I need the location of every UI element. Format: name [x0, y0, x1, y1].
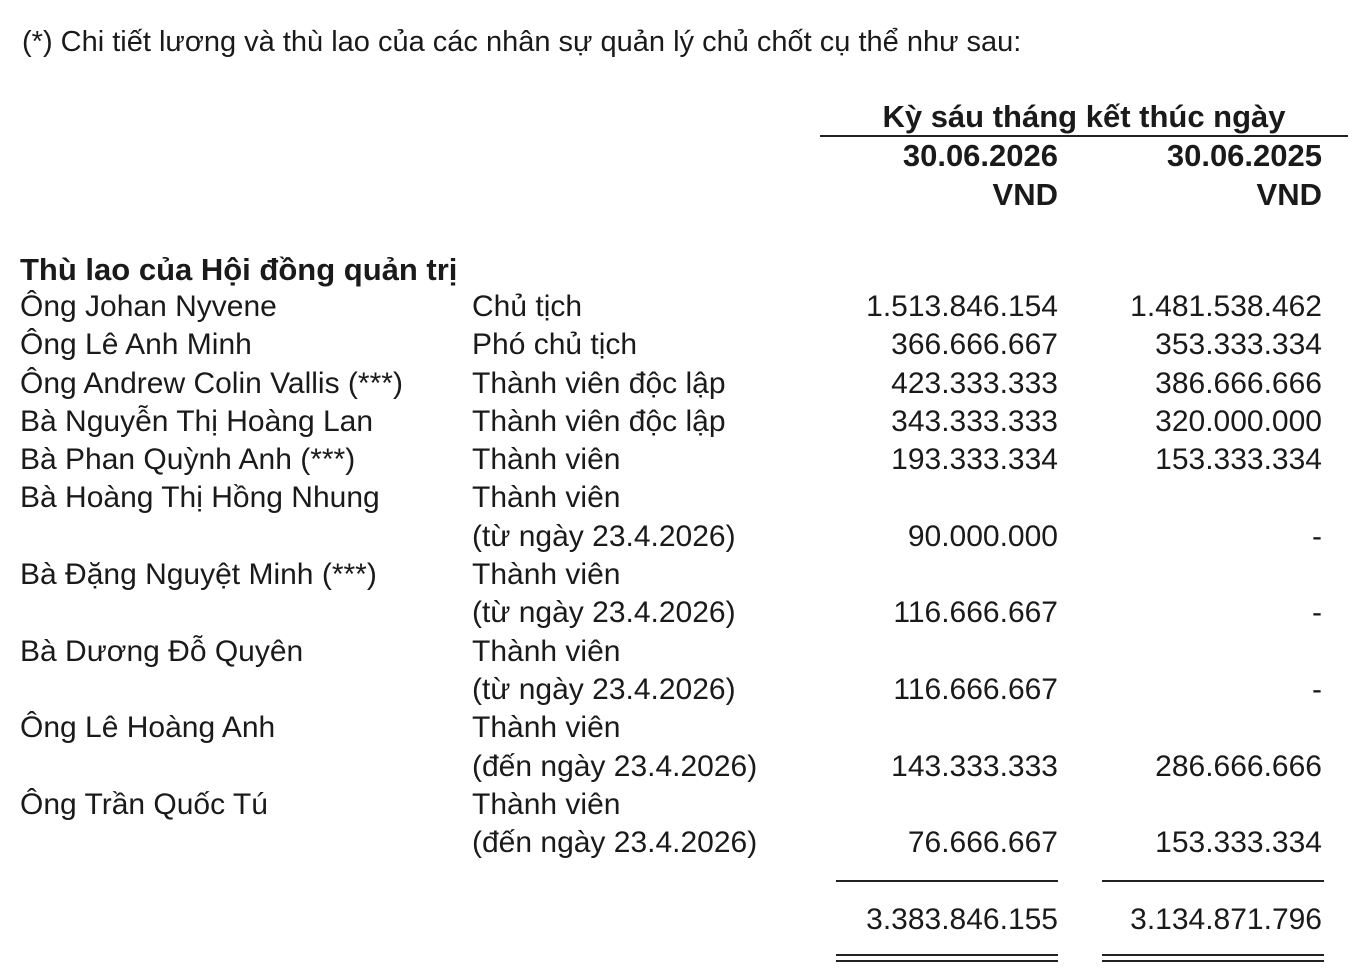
intro-text: (*) Chi tiết lương và thù lao của các nhân sự quản lý chủ chốt cụ thể như sau: — [22, 26, 1022, 58]
amount-2026: 116.666.667 — [893, 596, 1058, 630]
role-title: Thành viên — [472, 634, 621, 668]
role-title: Phó chủ tịch — [472, 328, 638, 362]
role-title: Thành viên độc lập — [472, 366, 726, 400]
member-role — [472, 479, 736, 556]
member-role — [472, 709, 757, 786]
table-row — [0, 633, 1356, 710]
table-row — [0, 709, 1356, 786]
column-currency-2025: VND — [1256, 177, 1322, 212]
member-name: Ông Andrew Colin Vallis (***) — [20, 366, 403, 400]
member-role — [472, 365, 726, 403]
member-name: Ông Lê Anh Minh — [20, 328, 252, 362]
total-double-rule-2025 — [1102, 954, 1324, 962]
amount-2025: 286.666.666 — [1155, 749, 1322, 783]
table-row — [0, 365, 1356, 403]
table-row — [0, 556, 1356, 633]
column-date-2026: 30.06.2026 — [902, 138, 1058, 173]
member-role — [472, 288, 582, 326]
role-term: (từ ngày 23.4.2026) — [472, 519, 736, 553]
table-row — [0, 479, 1356, 556]
column-currency-2026: VND — [992, 177, 1058, 212]
role-title: Thành viên độc lập — [472, 404, 726, 438]
member-role — [472, 633, 736, 710]
member-role — [472, 441, 620, 479]
role-title: Chủ tịch — [472, 290, 583, 323]
role-term: (đến ngày 23.4.2026) — [472, 749, 758, 783]
member-name: Bà Phan Quỳnh Anh (***) — [20, 443, 356, 477]
member-role — [472, 786, 757, 863]
section-title: Thù lao của Hội đồng quản trị — [20, 252, 458, 287]
role-title: Thành viên — [472, 787, 621, 821]
member-name: Ông Trần Quốc Tú — [20, 787, 268, 821]
total-double-rule-2026 — [836, 954, 1058, 962]
member-role — [472, 326, 637, 364]
subtotal-rule-2026 — [836, 880, 1058, 882]
member-name: Bà Dương Đỗ Quyên — [20, 634, 304, 668]
member-role — [472, 556, 736, 633]
amount-2026: 1.513.846.154 — [866, 290, 1058, 323]
role-title: Thành viên — [472, 443, 621, 477]
amount-2025: - — [1312, 596, 1322, 630]
amount-2025: 320.000.000 — [1155, 404, 1322, 438]
role-title: Thành viên — [472, 481, 621, 515]
amount-2025: 386.666.666 — [1155, 366, 1322, 400]
member-name: Bà Hoàng Thị Hồng Nhung — [20, 481, 380, 515]
amount-2026: 90.000.000 — [907, 519, 1058, 553]
table-row — [0, 326, 1356, 364]
role-term: (từ ngày 23.4.2026) — [472, 596, 736, 630]
amount-2026: 116.666.667 — [893, 672, 1058, 706]
role-term: (từ ngày 23.4.2026) — [472, 672, 736, 706]
amount-2026: 143.333.333 — [891, 749, 1058, 783]
role-term: (đến ngày 23.4.2026) — [472, 826, 758, 860]
table-row — [0, 288, 1356, 326]
member-name: Bà Đặng Nguyệt Minh (***) — [20, 558, 377, 592]
role-title: Thành viên — [472, 711, 621, 745]
total-2025: 3.134.871.796 — [1130, 903, 1322, 936]
amount-2025: 153.333.334 — [1155, 443, 1322, 477]
amount-2026: 76.666.667 — [907, 826, 1058, 860]
member-name: Ông Lê Hoàng Anh — [20, 711, 276, 745]
amount-2026: 423.333.333 — [891, 366, 1058, 400]
table-row — [0, 441, 1356, 479]
amount-2025: - — [1312, 519, 1322, 553]
amount-2025: 1.481.538.462 — [1130, 290, 1322, 323]
member-name: Bà Nguyễn Thị Hoàng Lan — [20, 404, 374, 438]
amount-2026: 343.333.333 — [891, 404, 1058, 438]
period-header: Kỳ sáu tháng kết thúc ngày — [882, 99, 1286, 134]
member-name: Ông Johan Nyvene — [20, 290, 277, 323]
table-row — [0, 786, 1356, 863]
subtotal-rule-2025 — [1102, 880, 1324, 882]
member-role — [472, 403, 726, 441]
table-row — [0, 403, 1356, 441]
amount-2026: 193.333.334 — [891, 443, 1058, 477]
amount-2025: - — [1312, 672, 1322, 706]
amount-2025: 353.333.334 — [1155, 328, 1322, 362]
remuneration-table — [0, 288, 1356, 862]
total-2026: 3.383.846.155 — [866, 903, 1058, 936]
amount-2025: 153.333.334 — [1155, 826, 1322, 860]
column-date-2025: 30.06.2025 — [1166, 138, 1322, 173]
amount-2026: 366.666.667 — [891, 328, 1058, 362]
role-title: Thành viên — [472, 558, 621, 592]
